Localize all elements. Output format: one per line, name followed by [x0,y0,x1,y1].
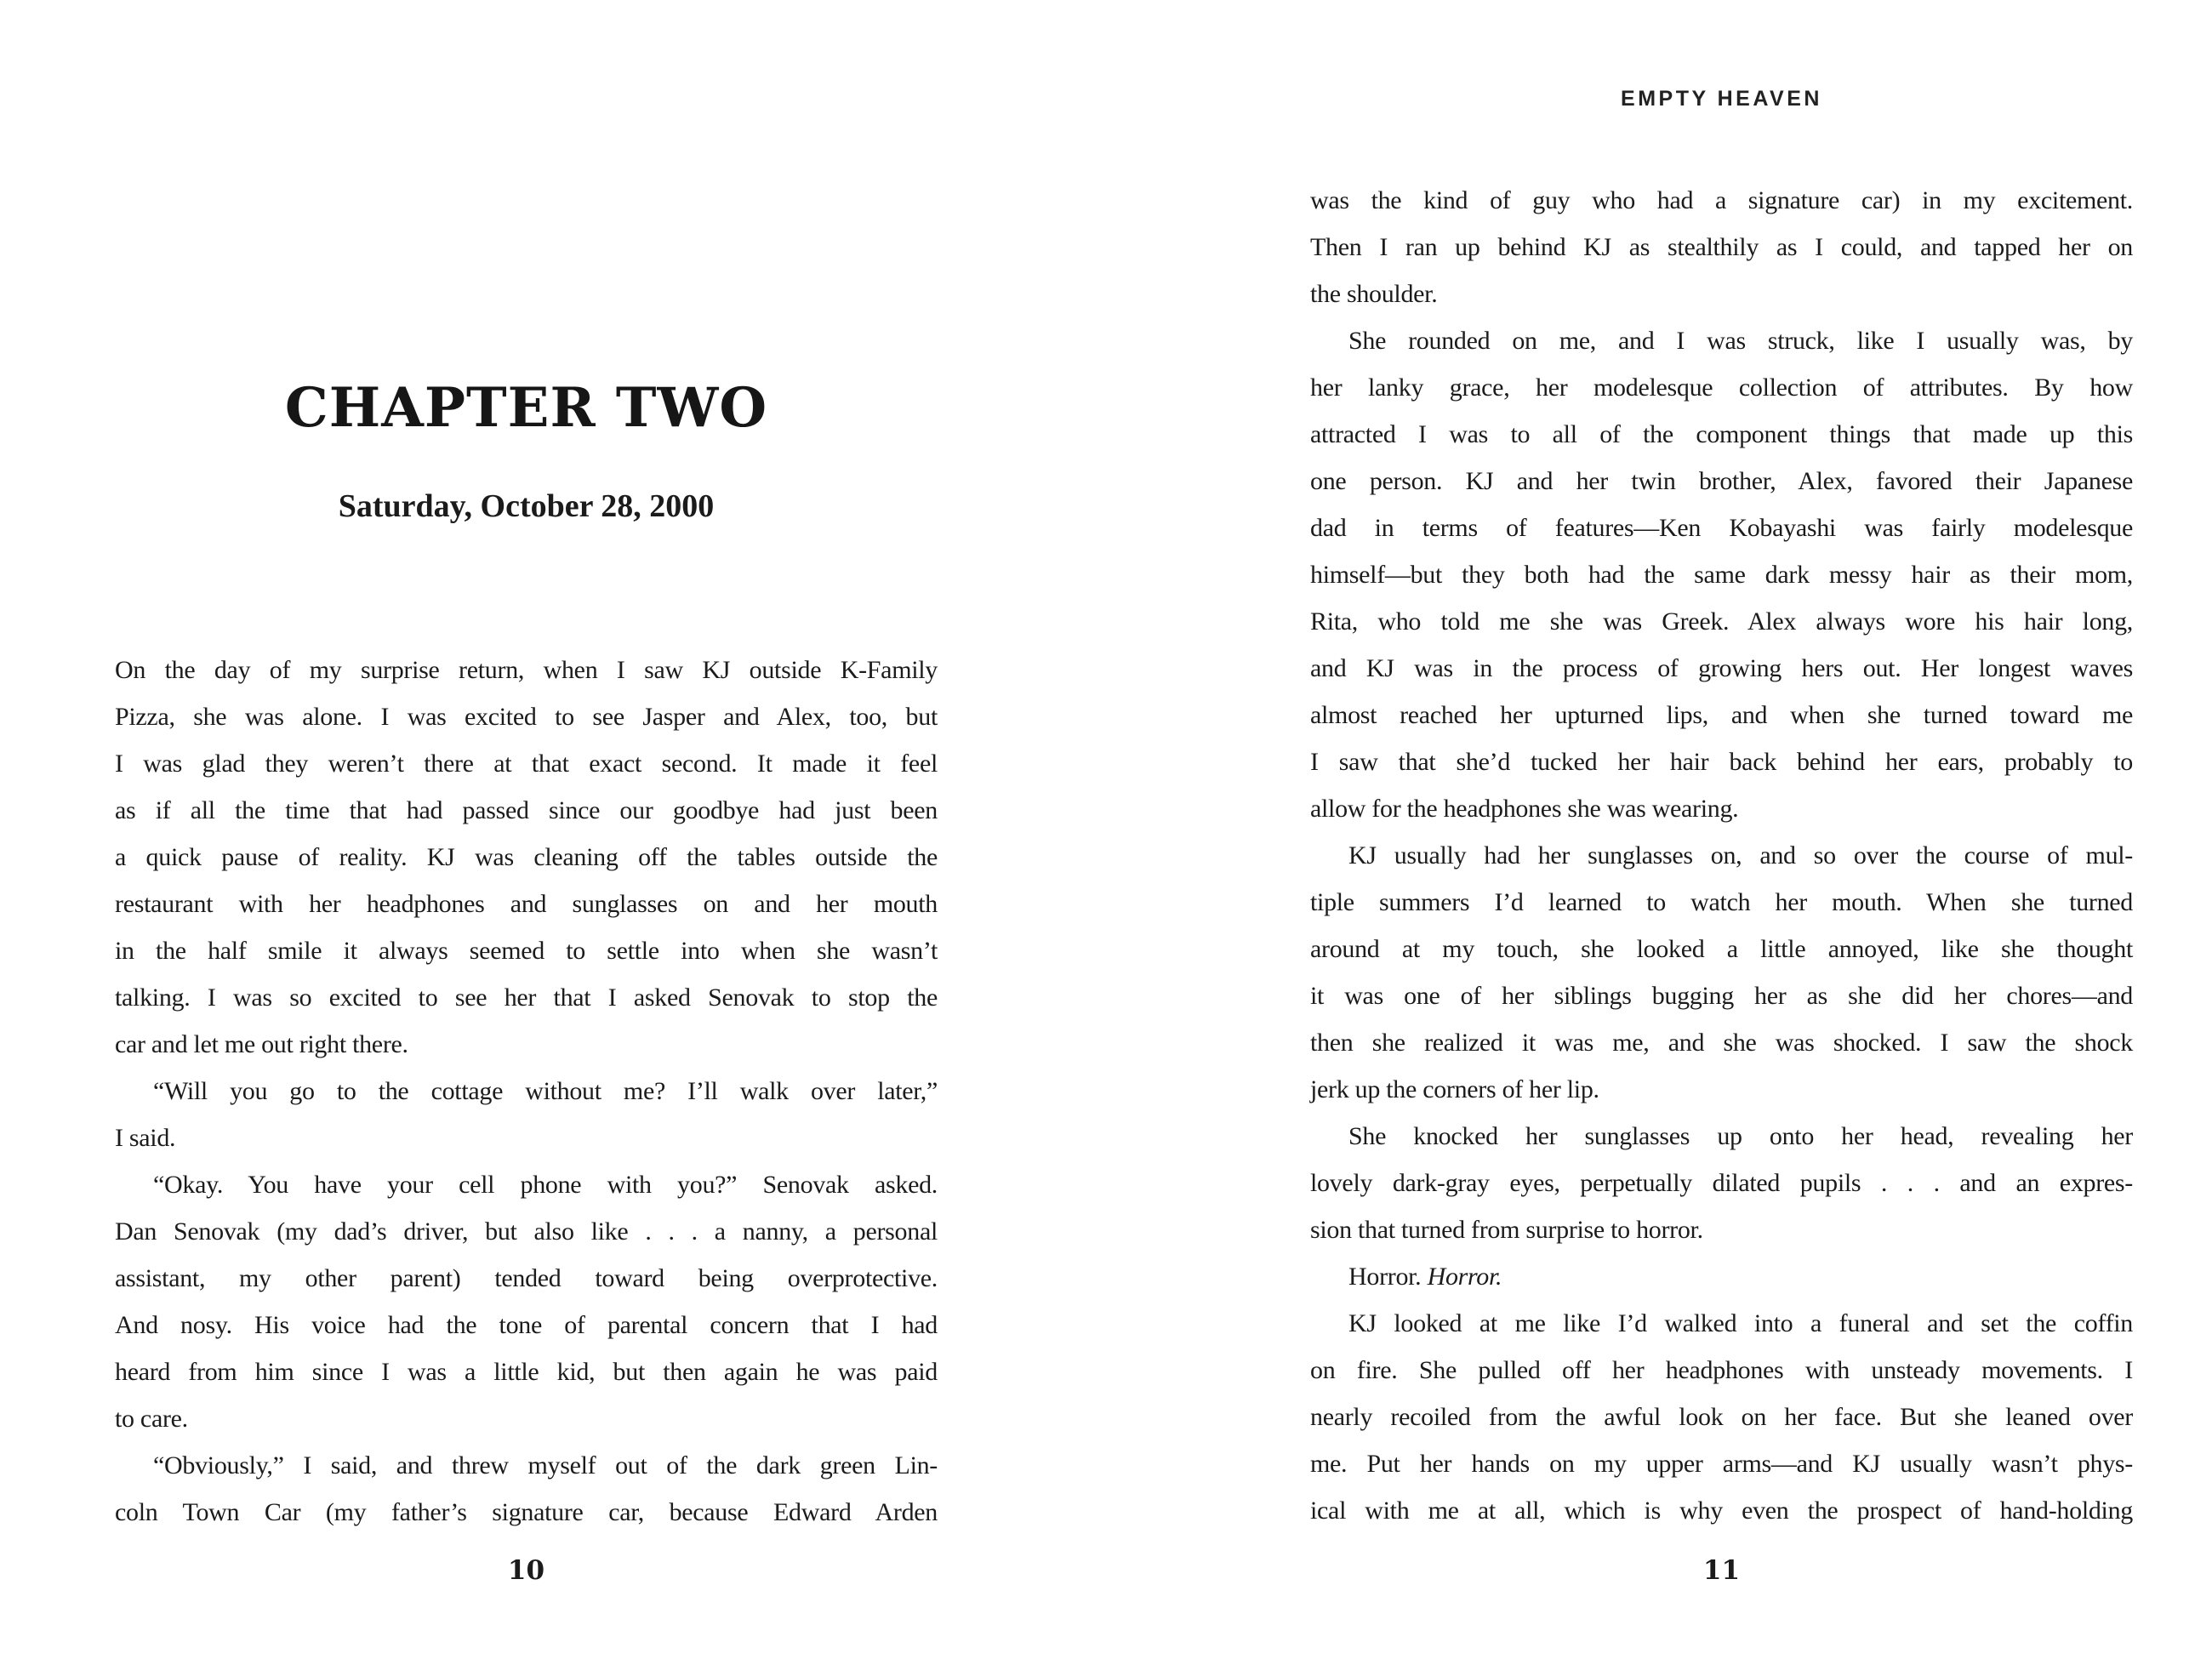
text-line: as if all the time that had passed since our goodbye had just been [115,796,938,824]
text-line: I said. [115,1124,176,1152]
text-line: “Will you go to the cottage without me? I’ll walk over later,” [153,1077,938,1105]
text-line: on fire. She pulled off her headphones with unsteady movements. I [1310,1356,2133,1384]
chapter-title: CHAPTER TWO [284,376,768,440]
text-line: “Obviously,” I said, and threw myself out of the dark green Lin- [153,1451,938,1479]
text-line: I was glad they weren’t there at that exact second. It made it feel [115,750,938,778]
text-line: himself—but they both had the same dark messy hair as their mom, [1310,561,2133,589]
text-line: it was one of her siblings bugging her as she did her chores—and [1310,982,2133,1010]
text-line: a quick pause of reality. KJ was cleaning off the tables outside the [115,843,938,871]
page-number-left: 10 [507,1555,545,1586]
text-line: dad in terms of features—Ken Kobayashi was fairly modelesque [1310,514,2133,542]
running-header: EMPTY HEAVEN [1621,87,1822,111]
text-line: allow for the headphones she was wearing. [1310,795,1739,823]
text-line: sion that turned from surprise to horror. [1310,1216,1703,1244]
text-line: ical with me at all, which is why even the prospect of hand-holding [1310,1497,2133,1525]
text-line: the shoulder. [1310,280,1438,308]
text-line: lovely dark-gray eyes, perpetually dilated pupils . . . and an expres- [1310,1169,2133,1197]
text-line: She knocked her sunglasses up onto her head, revealing her [1348,1122,2133,1150]
text-line: restaurant with her headphones and sunglasses on and her mouth [115,890,938,918]
text-line: in the half smile it always seemed to settle into when she wasn’t [115,937,938,965]
text-line: her lanky grace, her modelesque collection of attributes. By how [1310,373,2133,402]
text-line: and KJ was in the process of growing hers out. Her longest waves [1310,654,2133,682]
text-line: coln Town Car (my father’s signature car, because Edward Arden [115,1498,938,1526]
text-line: jerk up the corners of her lip. [1310,1075,1599,1103]
text-line: heard from him since I was a little kid, but then again he was paid [115,1358,938,1386]
page-right [1310,0,2133,1659]
text-line: talking. I was so excited to see her that I asked Senovak to stop the [115,983,938,1012]
text-line: She rounded on me, and I was struck, like I usually was, by [1348,327,2133,355]
text-line: around at my touch, she looked a little annoyed, like she thought [1310,935,2133,963]
text-line: nearly recoiled from the awful look on her face. But she leaned over [1310,1403,2133,1431]
page-left [115,0,938,1659]
text-line: Then I ran up behind KJ as stealthily as I could, and tapped her on [1310,233,2133,261]
text-line: Rita, who told me she was Greek. Alex always wore his hair long, [1310,607,2133,636]
text-line: assistant, my other parent) tended toward being overprotective. [115,1264,938,1292]
text-line: KJ usually had her sunglasses on, and so over the course of mul- [1348,841,2133,869]
text-line: And nosy. His voice had the tone of parental concern that I had [115,1311,938,1339]
text-line: car and let me out right there. [115,1030,408,1058]
page-number-right: 11 [1702,1555,1741,1586]
text-line: almost reached her upturned lips, and when she turned toward me [1310,701,2133,729]
text-line: “Okay. You have your cell phone with you?” Senovak asked. [153,1171,938,1199]
right-page-body [1310,177,2133,1534]
text-line: to care. [115,1405,188,1433]
text-line: attracted I was to all of the component things that made up this [1310,420,2133,448]
text-line: On the day of my surprise return, when I saw KJ outside K-Family [115,656,938,684]
text-line: Pizza, she was alone. I was excited to see Jasper and Alex, too, but [115,703,938,731]
text-line: Horror. Horror. [1348,1263,1502,1291]
chapter-date: Saturday, October 28, 2000 [338,488,715,524]
text-line: tiple summers I’d learned to watch her mouth. When she turned [1310,888,2133,916]
text-line: Dan Senovak (my dad’s driver, but also like . . . a nanny, a personal [115,1217,938,1246]
left-page-body [115,647,938,1536]
text-line: was the kind of guy who had a signature car) in my excitement. [1310,186,2133,214]
text-line: one person. KJ and her twin brother, Alex, favored their Japanese [1310,467,2133,495]
text-line: me. Put her hands on my upper arms—and KJ usually wasn’t phys- [1310,1450,2133,1478]
text-line: I saw that she’d tucked her hair back behind her ears, probably to [1310,748,2133,776]
text-line: then she realized it was me, and she was shocked. I saw the shock [1310,1029,2133,1057]
text-line: KJ looked at me like I’d walked into a funeral and set the coffin [1348,1309,2133,1337]
